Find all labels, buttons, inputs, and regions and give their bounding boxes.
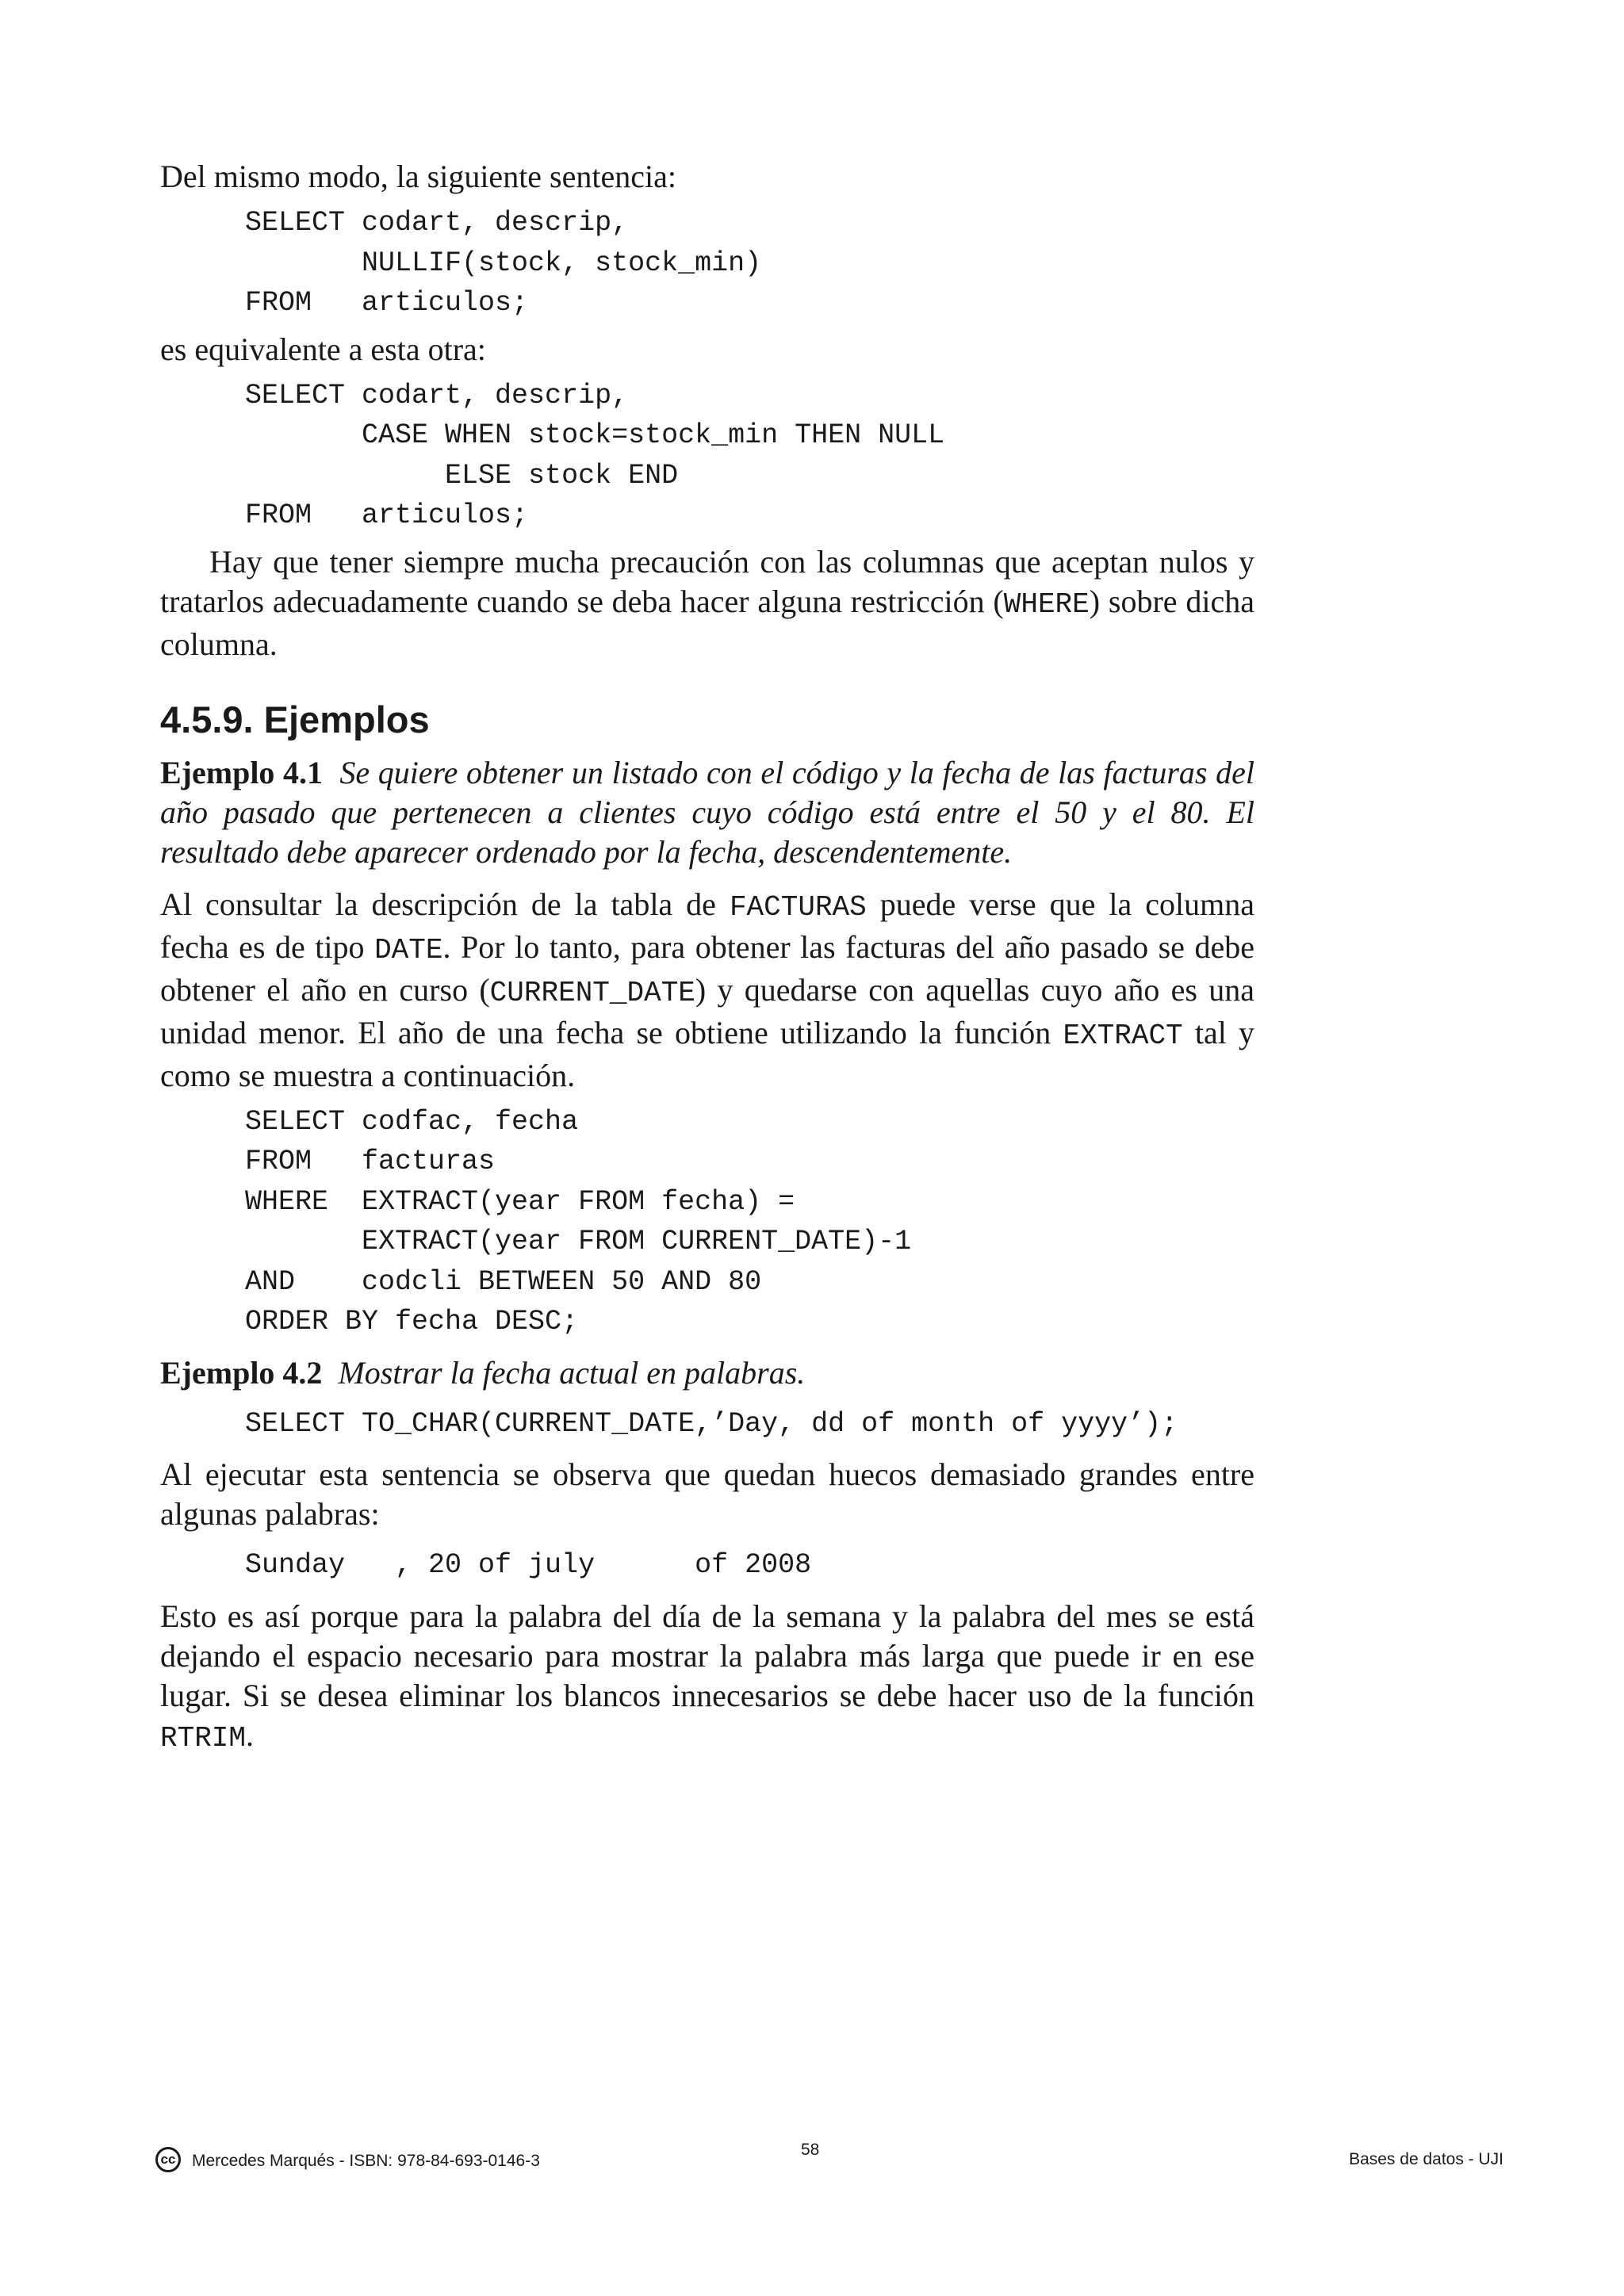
page-content [160,157,1254,1758]
example-statement: Mostrar la fecha actual en palabras. [338,1354,806,1391]
section-heading: 4.5.9. Ejemplos [160,698,430,740]
page-number: 58 [801,2141,820,2159]
paragraph-nulls: Hay que tener siempre mucha precaución con las columnas que aceptan nulos y tratarlos adecuadamente cuando se deba hacer alguna restricción (WHERE) sobre dicha columna. [160,543,1254,662]
code-block-to-char: SELECT TO_CHAR(CURRENT_DATE,’Day, dd of month of yyyy’); [245,1407,1178,1440]
paragraph-huecos: Al ejecutar esta sentencia se observa que quedan huecos demasiado grandes entre algunas palabras: [160,1456,1254,1532]
inline-code: CURRENT_DATE [489,976,695,1009]
inline-code: EXTRACT [1063,1019,1183,1052]
example-4-2 [160,1353,1254,1393]
code-block-case: SELECT codart, descrip, CASE WHEN stock=stock_min THEN NULL ELSE stock END FROM articulos; [245,379,945,531]
inline-code: FACTURAS [729,890,867,924]
inline-code: WHERE [1003,587,1090,621]
example-4-1 [160,753,1254,872]
example-label: Ejemplo 4.2 [160,1354,323,1391]
inline-code: DATE [374,933,443,966]
inline-code: RTRIM [160,1721,247,1755]
intro-sentence-1: Del mismo modo, la siguiente sentencia: [160,159,676,194]
example-label: Ejemplo 4.1 [160,754,324,790]
intro-sentence-2: es equivalente a esta otra: [160,331,486,367]
creative-commons-icon: cc [155,2147,181,2172]
code-block-extract: SELECT codfac, fecha FROM facturas WHERE EXTRACT(year FROM fecha) = EXTRACT(year FROM CURRENT_DATE)-1 AND codcli BETWEEN 50 AND 80 ORDER BY fecha DESC; [245,1105,912,1337]
footer-author-isbn: Mercedes Marqués - ISBN: 978-84-693-0146-3 [192,2152,540,2170]
example-statement: Se quiere obtener un listado con el código y la fecha de las facturas del año pasado que pertenecen a clientes cuyo código está entre el 50 y el 80. El resultado debe aparecer ordenado por la fecha, descendentemente. [160,754,1254,870]
page-footer [155,2141,1503,2180]
paragraph-facturas: Al consultar la descripción de la tabla de FACTURAS puede verse que la columna fecha es de tipo DATE. Por lo tanto, para obtener las facturas del año pasado se debe obtener el año en curso (CURRENT_DATE) y quedarse con aquellas cuyo año es una unidad menor. El año de una fecha se obtiene utilizando la función EXTRACT tal y como se muestra a continuación. [160,886,1255,1093]
paragraph-rtrim: Esto es así porque para la palabra del día de la semana y la palabra del mes se está dejando el espacio necesario para mostrar la palabra más larga que puede ir en ese lugar. Si se desea eliminar los blancos innecesarios se debe hacer uso de la función RTRIM. [160,1598,1254,1755]
code-block-nullif: SELECT codart, descrip, NULLIF(stock, stock_min) FROM articulos; [245,207,762,319]
footer-book-title: Bases de datos - UJI [1349,2150,1503,2168]
code-block-output: Sunday , 20 of july of 2008 [245,1549,812,1581]
